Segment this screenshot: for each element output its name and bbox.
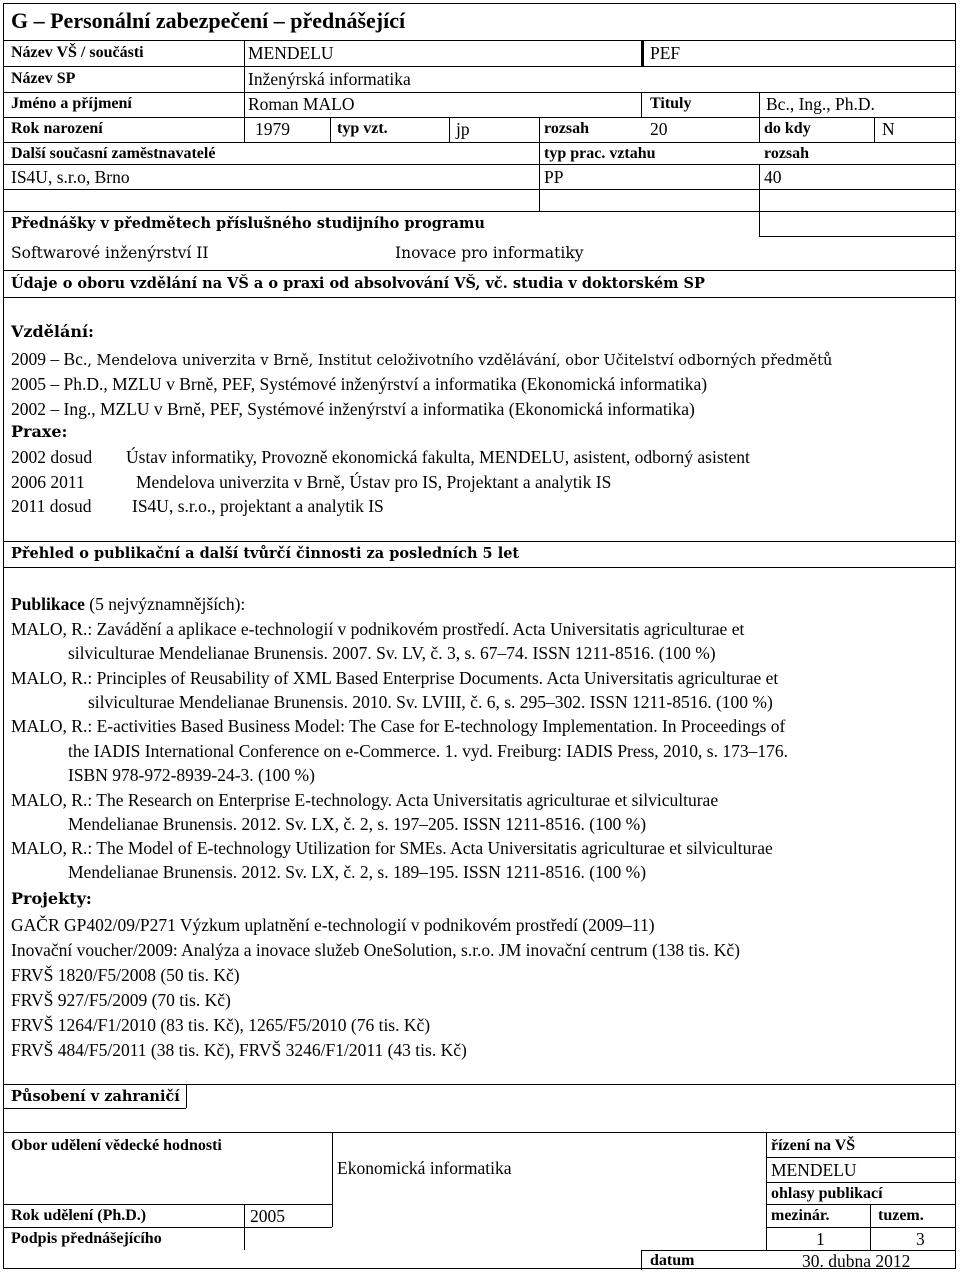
divider <box>766 1132 767 1250</box>
education-item: 2009 – Bc., Mendelova univerzita v Brně, Institut celoživotního vzdělávání, obor Učitelství odborných předmětů <box>11 349 833 369</box>
education-item: 2002 – Ing., MZLU v Brně, PEF, Systémové inženýrství a informatika (Ekonomická informatika) <box>11 399 695 419</box>
publication-line: silviculturae Mendelianae Brunensis. 2010. Sv. LVIII, č. 6, s. 295–302. ISSN 1211-8516. (100 %) <box>88 692 773 712</box>
publication-author: MALO, R. <box>11 790 88 810</box>
divider <box>449 117 450 142</box>
publication-line: : E-activities Based Business Model: The Case for E-technology Implementation. In Proceedings of <box>87 716 786 736</box>
publication-author: MALO, R. <box>11 668 88 688</box>
rizeni-label: řízení na VŠ <box>771 1137 856 1154</box>
page-title: G – Personální zabezpečení – přednášející <box>11 8 406 33</box>
ohlasy-label: ohlasy publikací <box>771 1185 883 1202</box>
divider <box>766 1227 955 1228</box>
publication-line: : The Research on Enterprise E-technology. Acta Universitatis agriculturae et silviculturae <box>87 790 719 810</box>
education-text: , Mendelova univerzita v Brně, Institut celoživotního vzdělávání, obor Učitelství odborných předmětů <box>87 353 833 369</box>
praxe-period: 2006 2011 <box>11 472 85 492</box>
project-item: GAČR GP402/09/P271 Výzkum uplatnění e-technologií v podnikovém prostředí (2009–11) <box>11 915 655 935</box>
tuzem-label: tuzem. <box>878 1207 924 1224</box>
divider <box>539 117 540 211</box>
divider <box>874 117 875 142</box>
sp-label: Název SP <box>11 70 76 87</box>
divider <box>4 567 955 568</box>
publication-line: : Zavádění a aplikace e-technologií v podnikovém prostředí. Acta Universitatis agriculturae et <box>87 619 745 639</box>
publications-heading-rest: (5 nejvýznamnějších): <box>84 594 246 614</box>
project-item: Inovační voucher/2009: Analýza a inovace služeb OneSolution, s.r.o. JM inovační centrum (138 tis. Kč) <box>11 940 740 960</box>
divider <box>759 164 760 236</box>
education-heading: Vzdělání: <box>11 322 94 341</box>
publications-heading-bold: Publikace <box>11 594 85 614</box>
tituly-label: Tituly <box>650 95 692 112</box>
personnel-form <box>3 3 956 1269</box>
typprac-label: typ prac. vztahu <box>544 145 656 162</box>
dokdy-value: N <box>882 119 895 139</box>
rizeni-value: MENDELU <box>771 1160 857 1180</box>
publication-item <box>11 668 778 689</box>
publication-item <box>11 838 773 859</box>
education-item: 2005 – Ph.D., MZLU v Brně, PEF, Systémové inženýrství a informatika (Ekonomická informatika) <box>11 374 708 394</box>
divider <box>4 117 955 118</box>
rok-udeleni-value: 2005 <box>250 1206 285 1226</box>
project-item: FRVŠ 484/F5/2011 (38 tis. Kč), FRVŠ 3246/F1/2011 (43 tis. Kč) <box>11 1040 467 1060</box>
praxe-period: 2011 dosud <box>11 496 92 516</box>
divider <box>766 1157 955 1158</box>
divider <box>641 40 644 66</box>
divider <box>244 1204 245 1250</box>
divider <box>4 1204 332 1205</box>
projects-heading: Projekty: <box>11 889 92 908</box>
obor-value: Ekonomická informatika <box>337 1158 512 1178</box>
obor-label: Obor udělení vědecké hodnosti <box>11 1137 222 1154</box>
divider <box>4 164 955 165</box>
rozsah2-label: rozsah <box>764 145 810 162</box>
typvzt-value: jp <box>456 119 470 139</box>
publication-author: MALO, R. <box>11 716 88 736</box>
divider <box>766 1182 955 1183</box>
divider <box>4 270 955 271</box>
divider <box>870 1204 871 1250</box>
typvzt-label: typ vzt. <box>337 120 388 137</box>
rok-value: 1979 <box>255 119 290 139</box>
praxe-text: Ústav informatiky, Provozně ekonomická fakulta, MENDELU, asistent, odborný asistent <box>126 447 750 467</box>
lectures-label: Přednášky v předmětech příslušného studijního programu <box>11 215 485 232</box>
sp-value: Inženýrská informatika <box>248 69 411 89</box>
publication-item <box>11 716 785 737</box>
datum-label: datum <box>650 1252 695 1269</box>
publication-line: the IADIS International Conference on e-Commerce. 1. vyd. Freiburg: IADIS Press, 2010, s. 173–176. <box>68 741 788 761</box>
divider <box>4 142 955 143</box>
praxe-heading: Praxe: <box>11 422 68 441</box>
publication-item <box>11 790 718 811</box>
divider <box>330 117 331 142</box>
course-2: Inovace pro informatiky <box>395 244 584 262</box>
divider <box>4 40 955 41</box>
rozsah-value: 20 <box>650 119 668 139</box>
abroad-label: Působení v zahraničí <box>11 1088 180 1105</box>
publication-item <box>11 619 744 640</box>
education-year: 2005 <box>11 374 46 394</box>
divider <box>4 92 955 93</box>
education-year: 2009 <box>11 349 46 369</box>
divider <box>244 40 245 142</box>
education-year: 2002 <box>11 399 46 419</box>
tuzem-value: 3 <box>916 1229 925 1249</box>
divider <box>766 1204 955 1205</box>
divider <box>4 1227 332 1228</box>
rozsah-label: rozsah <box>544 120 590 137</box>
publication-author: MALO, R. <box>11 619 88 639</box>
divider <box>641 92 642 117</box>
course-1: Softwarové inženýrství II <box>11 244 209 262</box>
divider <box>186 1084 187 1108</box>
project-item: FRVŠ 1820/F5/2008 (50 tis. Kč) <box>11 965 240 985</box>
mezinar-label: mezinár. <box>771 1207 830 1224</box>
publication-line: Mendelianae Brunensis. 2012. Sv. LX, č. 2, s. 197–205. ISSN 1211-8516. (100 %) <box>68 814 647 834</box>
divider <box>4 541 955 542</box>
tituly-value: Bc., Ing., Ph.D. <box>766 94 875 114</box>
publication-line: : Principles of Reusability of XML Based Enterprise Documents. Acta Universitatis agriculturae et <box>87 668 779 688</box>
publication-line: silviculturae Mendelianae Brunensis. 2007. Sv. LV, č. 3, s. 67–74. ISSN 1211-8516. (100 %) <box>68 643 716 663</box>
dalsi-label: Další současní zaměstnavatelé <box>11 145 216 162</box>
education-degree: Ing. <box>63 399 92 419</box>
divider <box>4 1084 955 1085</box>
divider <box>4 66 955 67</box>
divider <box>332 1132 333 1227</box>
name-value: Roman MALO <box>248 94 355 114</box>
education-degree: Ph.D. <box>63 374 104 394</box>
employer-value: IS4U, s.r.o, Brno <box>11 167 130 187</box>
publication-line: ISBN 978-972-8939-24-3. (100 %) <box>68 765 315 785</box>
vs-label: Název VŠ / součásti <box>11 44 144 61</box>
divider <box>759 236 955 237</box>
publication-author: MALO, R. <box>11 838 88 858</box>
divider <box>4 297 955 298</box>
education-text: , MZLU v Brně, PEF, Systémové inženýrství a informatika (Ekonomická informatika) <box>103 374 708 394</box>
publications-heading <box>11 594 245 615</box>
divider <box>759 92 760 142</box>
rok-label: Rok narození <box>11 120 103 137</box>
publications-section-label: Přehled o publikační a další tvůrčí činnosti za posledních 5 let <box>11 545 520 562</box>
rok-udeleni-label: Rok udělení (Ph.D.) <box>11 1207 147 1224</box>
datum-value: 30. dubna 2012 <box>802 1251 911 1271</box>
education-section-label: Údaje o oboru vzdělání na VŠ a o praxi od absolvování VŠ, vč. studia v doktorském SP <box>11 275 705 292</box>
publication-line: : The Model of E-technology Utilization for SMEs. Acta Universitatis agriculturae et silviculturae <box>87 838 773 858</box>
podpis-label: Podpis přednášejícího <box>11 1230 162 1247</box>
employer-scope: 40 <box>764 167 782 187</box>
praxe-text: IS4U, s.r.o., projektant a analytik IS <box>132 496 384 516</box>
employer-type: PP <box>544 167 564 187</box>
project-item: FRVŠ 1264/F1/2010 (83 tis. Kč), 1265/F5/2010 (76 tis. Kč) <box>11 1015 431 1035</box>
project-item: FRVŠ 927/F5/2009 (70 tis. Kč) <box>11 990 231 1010</box>
praxe-text: Mendelova univerzita v Brně, Ústav pro IS, Projektant a analytik IS <box>136 472 612 492</box>
divider <box>4 1132 955 1133</box>
divider <box>641 1250 642 1270</box>
mezinar-value: 1 <box>816 1229 825 1249</box>
vs-faculty: PEF <box>650 43 681 63</box>
name-label: Jméno a příjmení <box>11 95 132 112</box>
praxe-period: 2002 dosud <box>11 447 93 467</box>
vs-value: MENDELU <box>248 43 334 63</box>
divider <box>4 189 955 190</box>
education-degree: Bc. <box>63 349 88 369</box>
education-text: , MZLU v Brně, PEF, Systémové inženýrství a informatika (Ekonomická informatika) <box>91 399 695 419</box>
publication-line: Mendelianae Brunensis. 2012. Sv. LX, č. 2, s. 189–195. ISSN 1211-8516. (100 %) <box>68 862 647 882</box>
divider <box>4 1108 186 1109</box>
divider <box>4 211 955 212</box>
dokdy-label: do kdy <box>764 120 811 137</box>
